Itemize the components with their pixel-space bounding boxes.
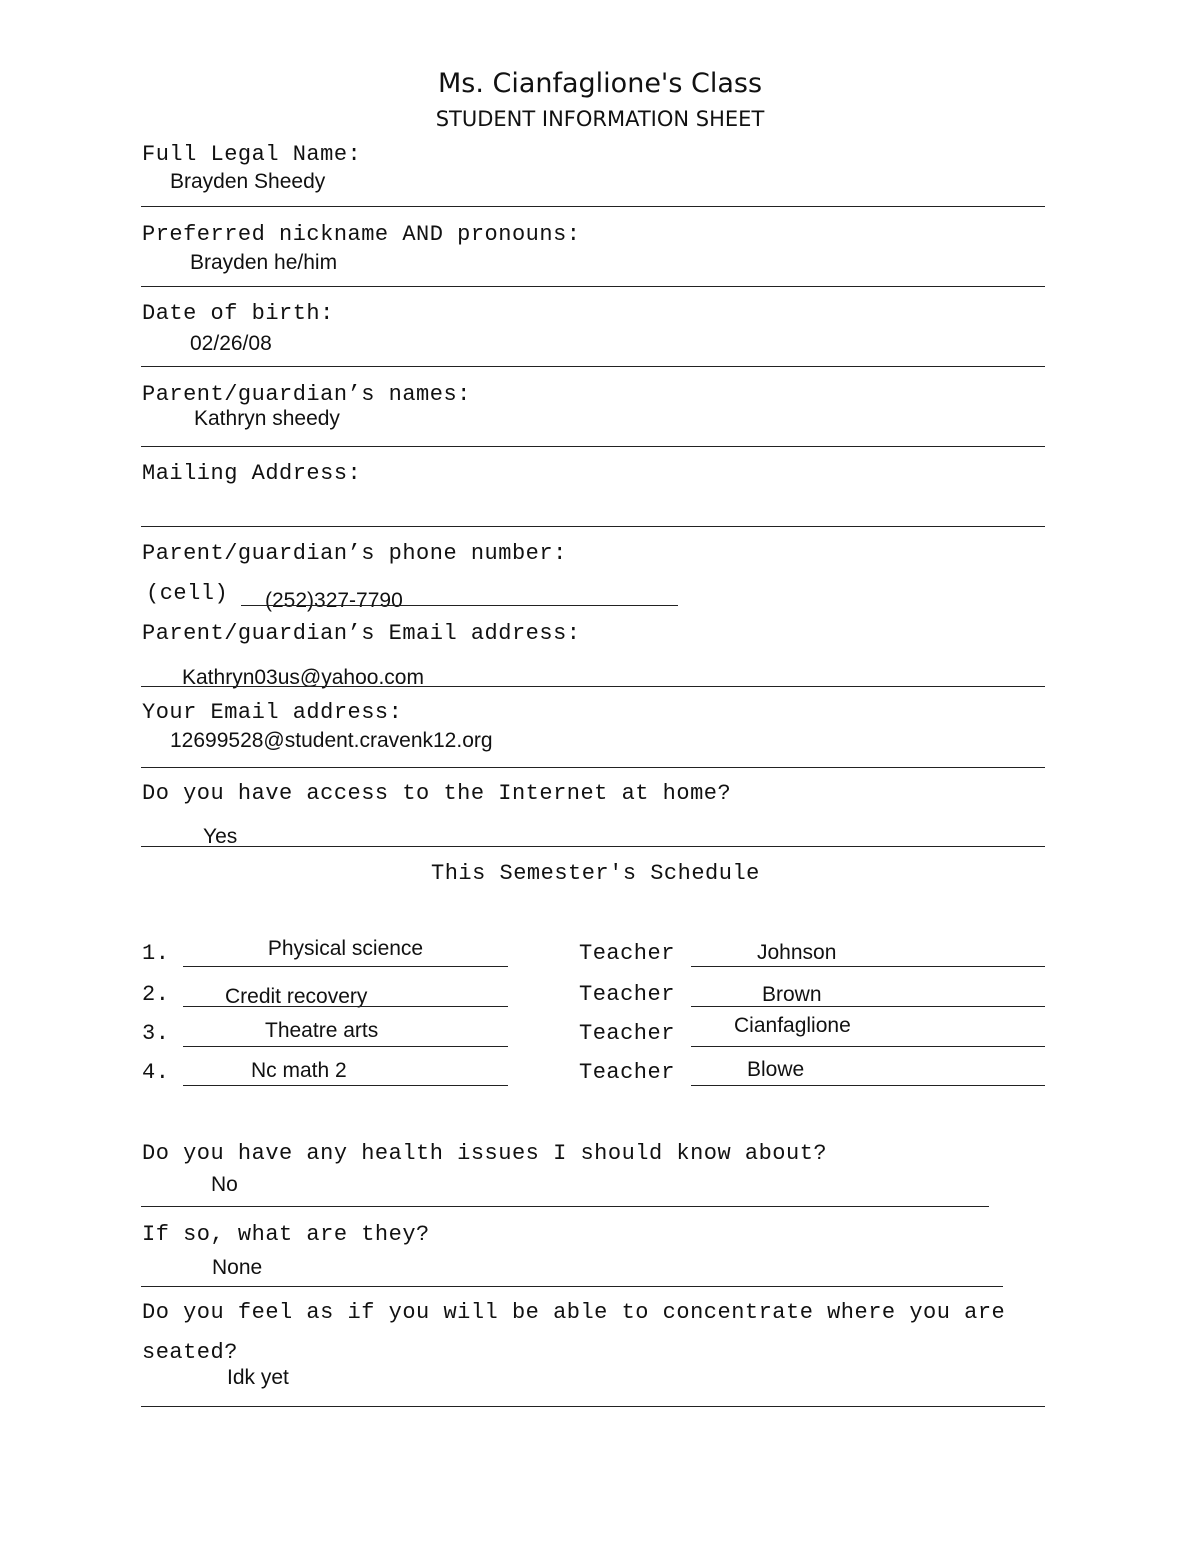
schedule-course-line bbox=[183, 1085, 508, 1086]
nickname-line bbox=[141, 286, 1045, 287]
health-value[interactable]: No bbox=[211, 1173, 238, 1196]
teacher-label: Teacher bbox=[579, 941, 675, 966]
schedule-teacher-line bbox=[691, 1085, 1045, 1086]
teacher-label: Teacher bbox=[579, 1021, 675, 1046]
guardian-names-value[interactable]: Kathryn sheedy bbox=[194, 407, 340, 430]
schedule-row-number: 1. bbox=[142, 941, 170, 966]
guardian-phone-value[interactable]: (252)327-7790 bbox=[265, 589, 403, 612]
your-email-value[interactable]: 12699528@student.cravenk12.org bbox=[170, 729, 493, 752]
schedule-teacher[interactable]: Cianfaglione bbox=[734, 1014, 851, 1037]
dob-label: Date of birth: bbox=[142, 301, 334, 326]
guardian-phone-label: Parent/guardian’s phone number: bbox=[142, 541, 567, 566]
health-detail-line bbox=[141, 1286, 1003, 1287]
schedule-course-line bbox=[183, 1046, 508, 1047]
schedule-row-number: 4. bbox=[142, 1060, 170, 1085]
schedule-course[interactable]: Credit recovery bbox=[225, 985, 368, 1008]
page-subtitle: STUDENT INFORMATION SHEET bbox=[435, 107, 765, 131]
schedule-teacher-line bbox=[691, 1046, 1045, 1047]
guardian-email-label: Parent/guardian’s Email address: bbox=[142, 621, 581, 646]
schedule-course[interactable]: Nc math 2 bbox=[251, 1059, 347, 1082]
guardian-phone-sublabel: (cell) bbox=[146, 581, 229, 606]
schedule-row-number: 2. bbox=[142, 982, 170, 1007]
full-name-value[interactable]: Brayden Sheedy bbox=[170, 170, 326, 193]
internet-line bbox=[141, 846, 1045, 847]
schedule-course[interactable]: Theatre arts bbox=[265, 1019, 379, 1042]
guardian-email-value[interactable]: Kathryn03us@yahoo.com bbox=[182, 666, 424, 689]
guardian-names-label: Parent/guardian’s names: bbox=[142, 382, 471, 407]
internet-value[interactable]: Yes bbox=[203, 825, 238, 848]
schedule-teacher-line bbox=[691, 966, 1045, 967]
schedule-title: This Semester's Schedule bbox=[431, 861, 760, 886]
full-name-label: Full Legal Name: bbox=[142, 142, 362, 167]
schedule-course[interactable]: Physical science bbox=[267, 937, 424, 960]
schedule-teacher-line bbox=[691, 1006, 1045, 1007]
nickname-label: Preferred nickname AND pronouns: bbox=[142, 222, 581, 247]
schedule-teacher[interactable]: Johnson bbox=[757, 941, 837, 964]
schedule-course-line bbox=[183, 1006, 508, 1007]
dob-value[interactable]: 02/26/08 bbox=[190, 332, 272, 355]
mailing-address-line bbox=[141, 526, 1045, 527]
full-name-line bbox=[141, 206, 1045, 207]
teacher-label: Teacher bbox=[579, 1060, 675, 1085]
teacher-label: Teacher bbox=[579, 982, 675, 1007]
concentrate-value[interactable]: Idk yet bbox=[227, 1366, 289, 1389]
guardian-names-line bbox=[141, 446, 1045, 447]
dob-line bbox=[141, 366, 1045, 367]
health-label: Do you have any health issues I should know about? bbox=[142, 1141, 828, 1166]
your-email-label: Your Email address: bbox=[142, 700, 403, 725]
schedule-row-number: 3. bbox=[142, 1021, 170, 1046]
guardian-phone-line bbox=[241, 605, 678, 606]
schedule-teacher[interactable]: Blowe bbox=[747, 1058, 805, 1081]
health-line bbox=[141, 1206, 989, 1207]
nickname-value[interactable]: Brayden he/him bbox=[190, 251, 338, 274]
internet-label: Do you have access to the Internet at home? bbox=[142, 781, 732, 806]
schedule-teacher[interactable]: Brown bbox=[762, 983, 822, 1006]
mailing-address-label: Mailing Address: bbox=[142, 461, 362, 486]
concentrate-label-line2: seated? bbox=[142, 1340, 238, 1365]
your-email-line bbox=[141, 767, 1045, 768]
guardian-email-line bbox=[141, 686, 1045, 687]
page-title: Ms. Cianfaglione's Class bbox=[437, 68, 763, 99]
health-detail-value[interactable]: None bbox=[212, 1256, 263, 1279]
concentrate-label-line1: Do you feel as if you will be able to concentrate where you are bbox=[142, 1300, 1006, 1325]
health-detail-label: If so, what are they? bbox=[142, 1222, 430, 1247]
concentrate-line bbox=[141, 1406, 1045, 1407]
schedule-course-line bbox=[183, 966, 508, 967]
